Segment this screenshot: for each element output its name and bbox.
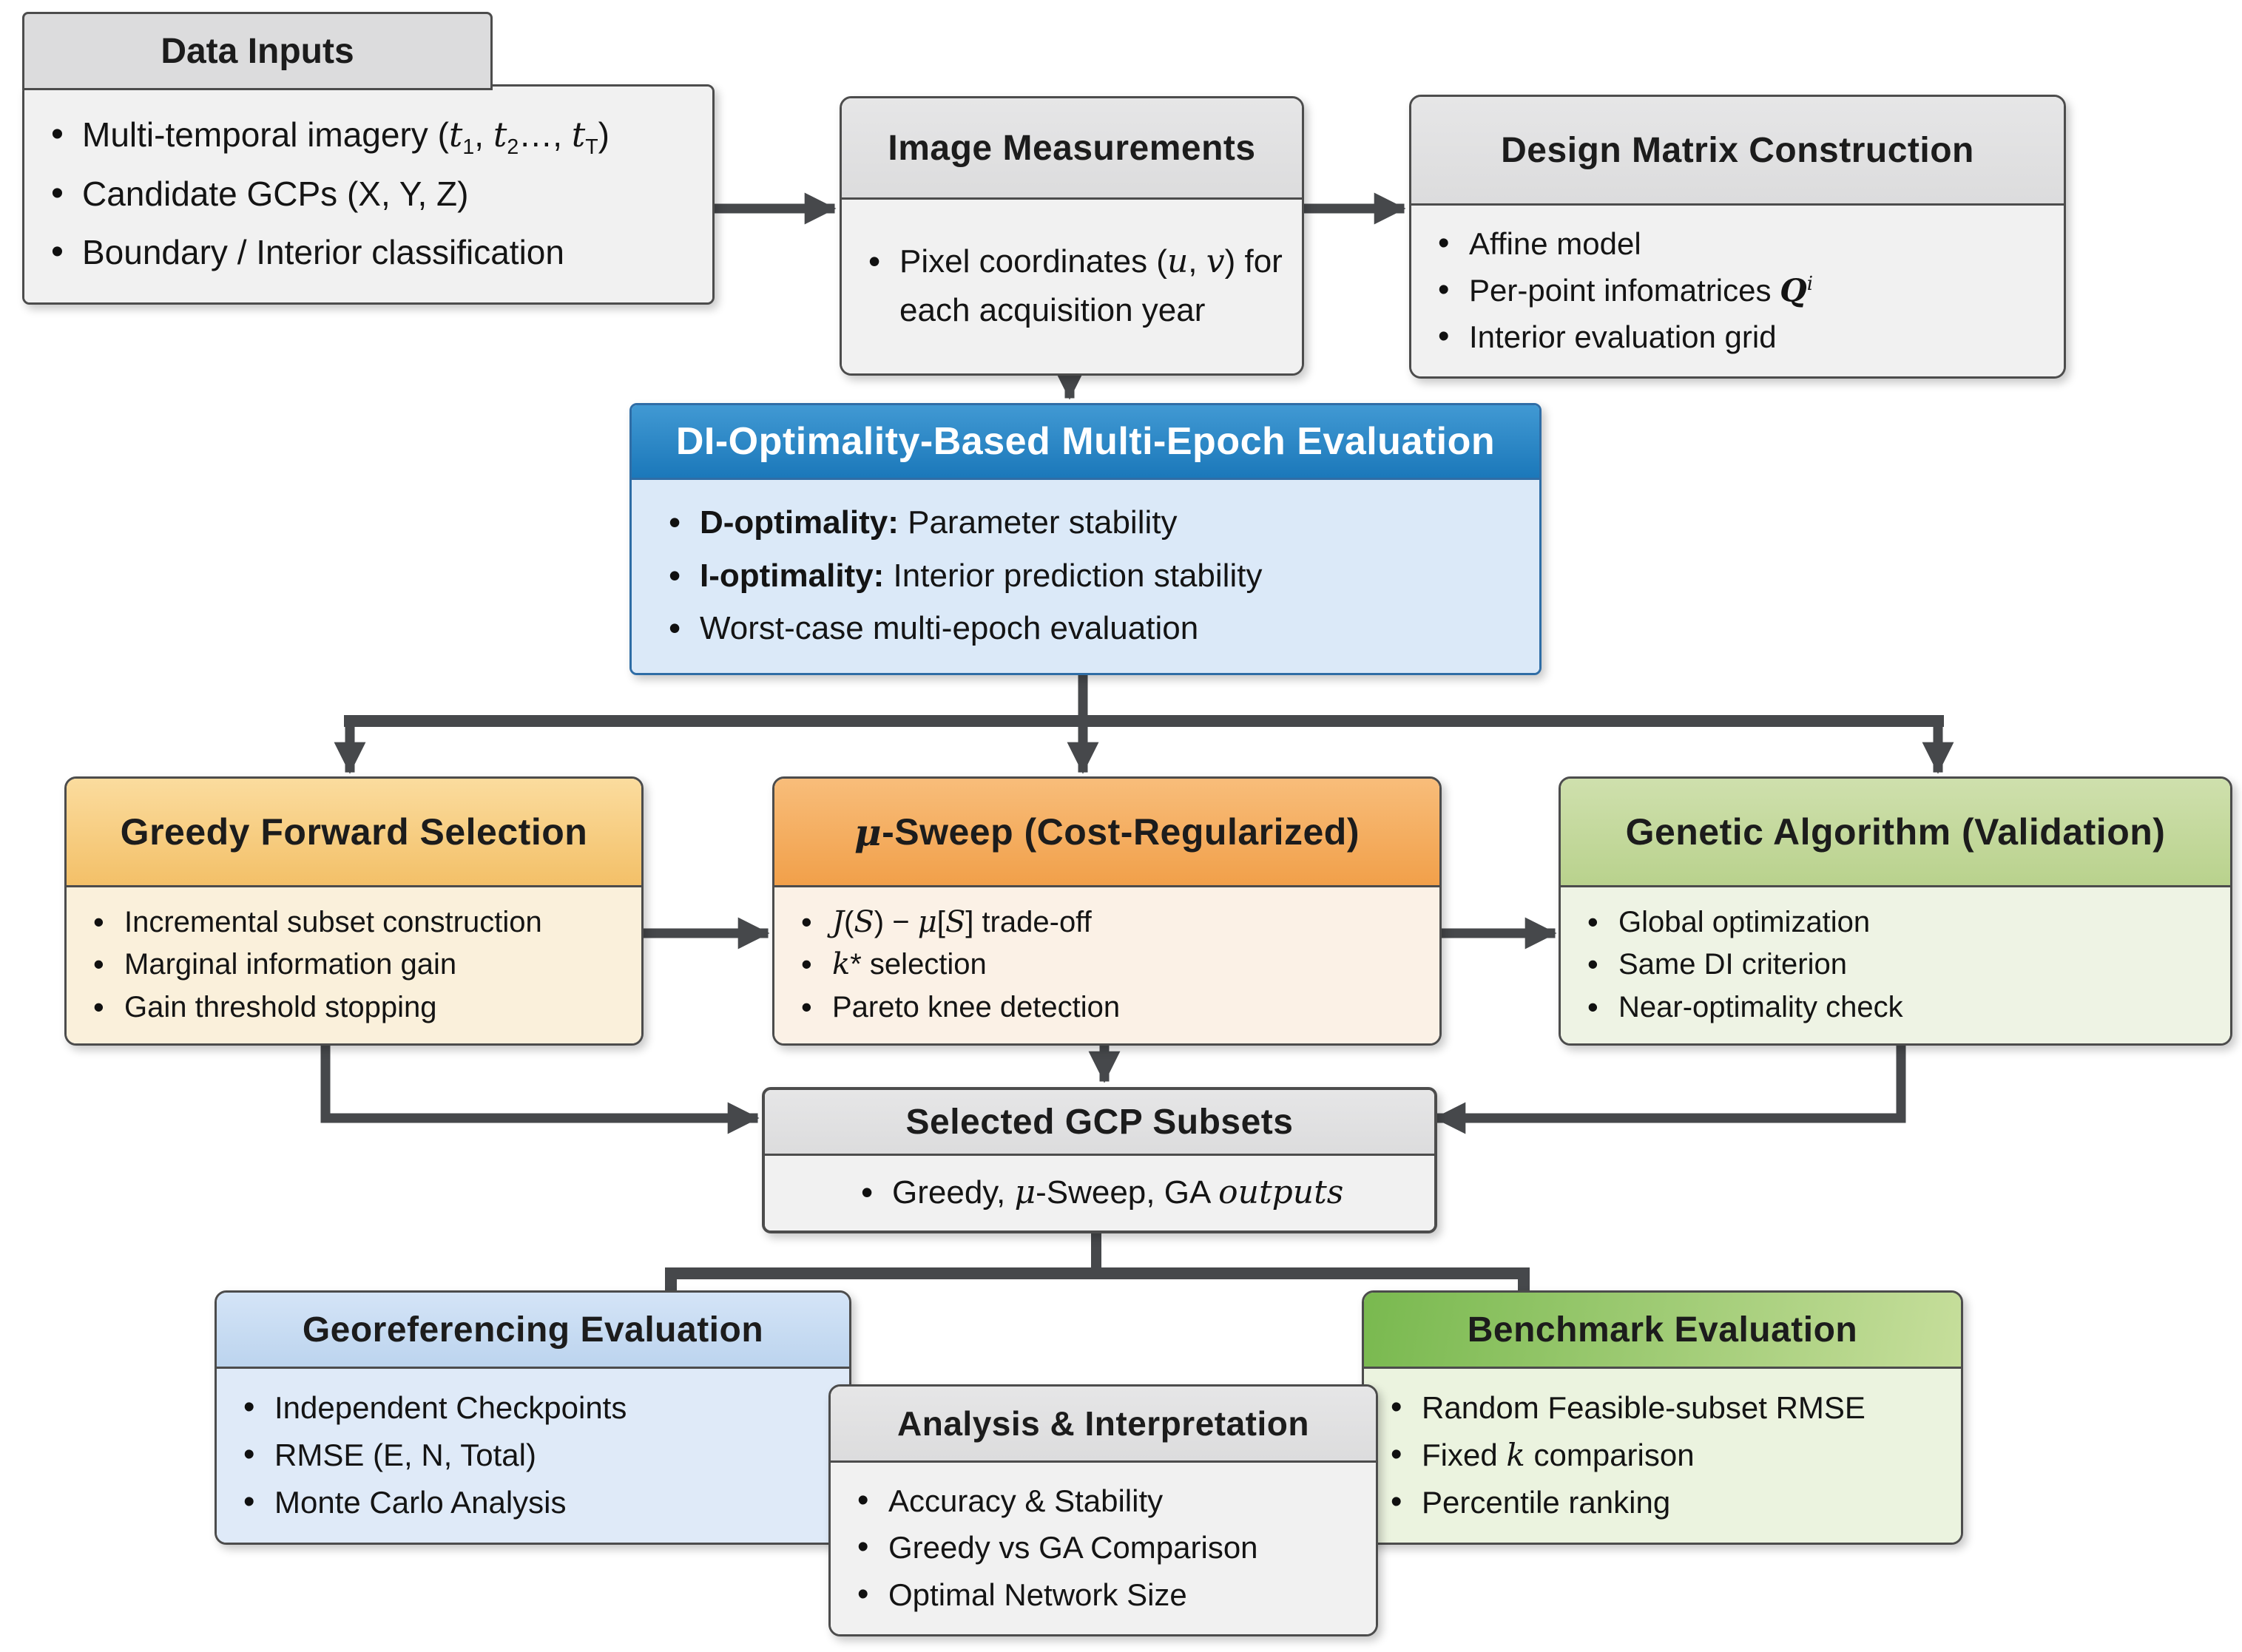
bullet-item: • Near-optimality check [1580,989,2212,1026]
bullet-item: • Random Feasible-subset RMSE [1383,1389,1943,1426]
box-title: Design Matrix Construction [1411,97,2064,206]
benchmark-list [1364,1369,1961,1543]
bullet-item: • Greedy vs GA Comparison [850,1529,1358,1566]
box-title-data-inputs: Data Inputs [22,12,493,90]
bullet-item: • Pixel coordinates (u, v) for each acquisition year [861,237,1284,335]
greedy-list [67,887,641,1043]
box-mu-sweep [772,776,1442,1046]
image-measurements-list [842,200,1302,373]
box-greedy-forward-selection [64,776,644,1046]
bullet-item: • Optimal Network Size [850,1576,1358,1614]
bullet-item: • Greedy, μ-Sweep, GA outputs [854,1173,1417,1213]
selected-subsets-list [765,1156,1434,1230]
box-selected-gcp-subsets [762,1087,1437,1233]
box-title: DI-Optimality-Based Multi-Epoch Evaluation [632,405,1539,480]
di-optimality-list [632,480,1539,673]
box-data-inputs [22,84,715,305]
data-inputs-list [24,87,712,302]
box-benchmark-evaluation [1362,1290,1963,1545]
bullet-item: • Boundary / Interior classification [44,231,695,273]
box-title: μ -Sweep (Cost-Regularized) [774,779,1439,887]
bullet-item: • Incremental subset construction [86,904,624,941]
bullet-item: • Percentile ranking [1383,1483,1943,1521]
bullet-item: • RMSE (E, N, Total) [236,1436,831,1474]
box-di-optimality [629,403,1542,675]
bullet-item: • I-optimality: Interior prediction stability [661,556,1522,596]
box-title: Image Measurements [842,98,1302,200]
mu-sweep-list [774,887,1439,1043]
bullet-item: • Independent Checkpoints [236,1389,831,1426]
bullet-item: • J(S) − μ[S] trade-off [794,904,1422,941]
arrow-greedy-to-selected [325,1043,753,1118]
box-title: Georeferencing Evaluation [217,1293,849,1369]
box-title: Benchmark Evaluation [1364,1293,1961,1369]
genetic-algorithm-list [1561,887,2230,1043]
bullet-item: • Pareto knee detection [794,989,1422,1026]
box-analysis-interpretation [828,1384,1378,1636]
bullet-item: • Monte Carlo Analysis [236,1483,831,1521]
bullet-item: • Affine model [1431,225,2046,263]
box-design-matrix [1409,95,2066,379]
bullet-item: • D-optimality: Parameter stability [661,503,1522,543]
design-matrix-list [1411,206,2064,376]
bullet-item: • Candidate GCPs (X, Y, Z) [44,173,695,214]
box-title: Analysis & Interpretation [831,1387,1376,1463]
box-title: Selected GCP Subsets [765,1090,1434,1156]
box-title: Genetic Algorithm (Validation) [1561,779,2230,887]
bullet-item: • Accuracy & Stability [850,1482,1358,1520]
bullet-item: • Per-point infomatrices $Q^i$ [1431,271,2046,309]
bullet-item: • Fixed k comparison [1383,1436,1943,1474]
box-title: Greedy Forward Selection [67,779,641,887]
bullet-item: • Same DI criterion [1580,947,2212,983]
georeferencing-list [217,1369,849,1543]
arrow-ga-to-selected [1440,1043,1901,1118]
bullet-item: • Gain threshold stopping [86,989,624,1026]
analysis-list [831,1463,1376,1634]
box-image-measurements [840,96,1304,376]
bullet-item: • Worst-case multi-epoch evaluation [661,609,1522,649]
bullet-item: • Global optimization [1580,904,2212,941]
bullet-item: • k* selection [794,947,1422,983]
bullet-item: • Multi-temporal imagery ($t_1$, $t_2\dots$, $t_T$) [44,114,695,155]
box-genetic-algorithm [1559,776,2232,1046]
box-georeferencing-evaluation [215,1290,851,1545]
bullet-item: • Marginal information gain [86,947,624,983]
bullet-item: • Interior evaluation grid [1431,318,2046,356]
